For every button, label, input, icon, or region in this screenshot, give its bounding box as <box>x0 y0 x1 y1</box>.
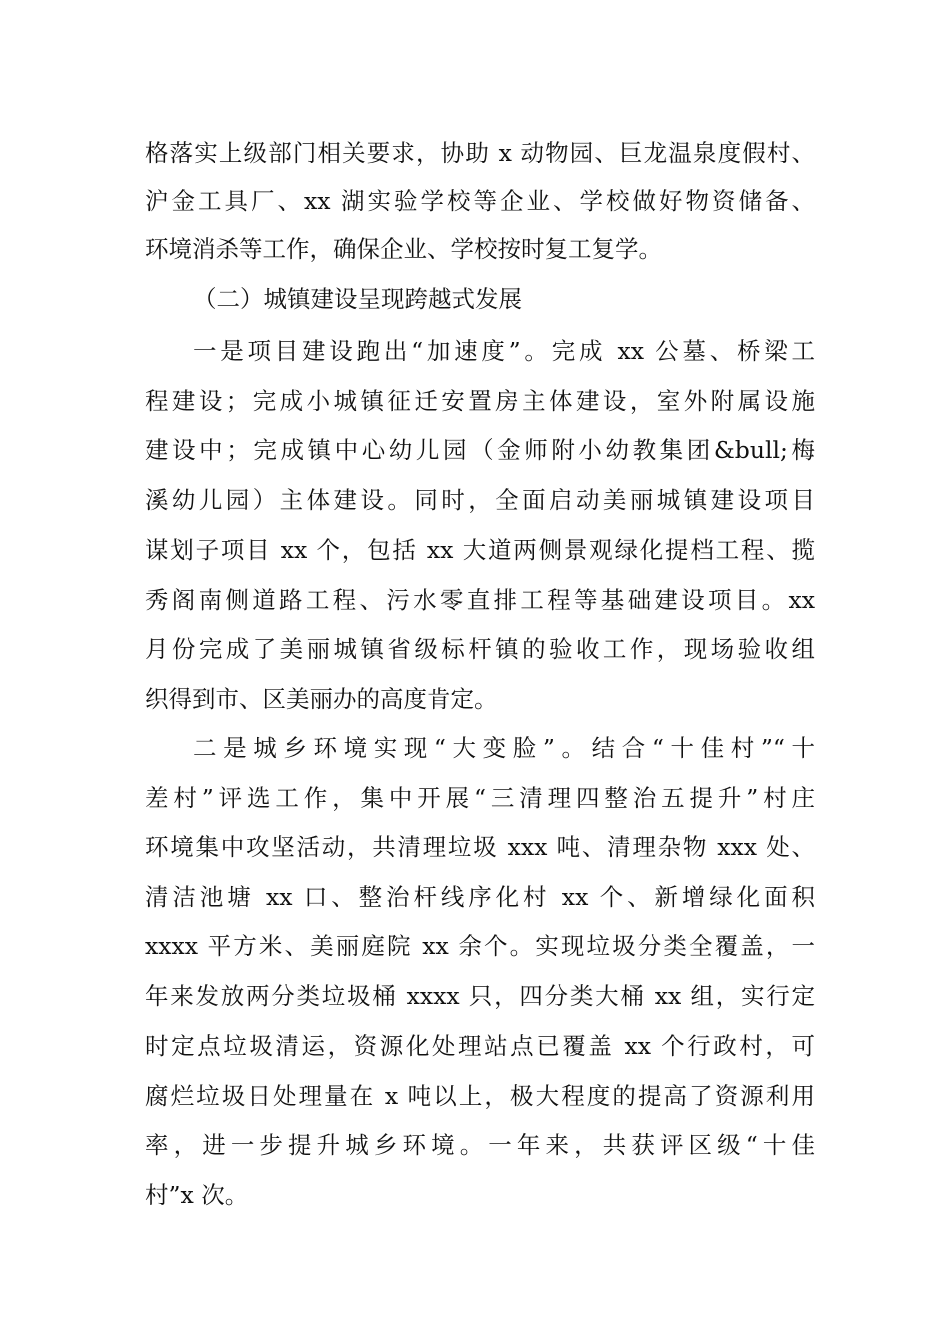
text-line: 时定点垃圾清运，资源化处理站点已覆盖 xx 个行政村，可 <box>145 1032 815 1060</box>
text-line: 环境集中攻坚活动，共清理垃圾 xxx 吨、清理杂物 xxx 处、 <box>145 833 815 861</box>
text-line: 格落实上级部门相关要求，协助 x 动物园、巨龙温泉度假村、 <box>145 139 815 167</box>
text-line: 织得到市、区美丽办的高度肯定。 <box>145 685 498 713</box>
text-line: 腐烂垃圾日处理量在 x 吨以上，极大程度的提高了资源利用 <box>145 1082 815 1110</box>
text-line: xxxx 平方米、美丽庭院 xx 余个。实现垃圾分类全覆盖，一 <box>145 932 815 960</box>
text-line: 沪金工具厂、xx 湖实验学校等企业、学校做好物资储备、 <box>145 187 815 215</box>
paragraph-first-line: 一是项目建设跑出“加速度”。完成 xx 公墓、桥梁工 <box>193 337 815 365</box>
text-line: 率，进一步提升城乡环境。一年来，共获评区级“十佳 <box>145 1131 815 1159</box>
text-line: 建设中；完成镇中心幼儿园（金师附小幼教集团&bull;梅 <box>145 436 815 464</box>
paragraph-first-line: 二是城乡环境实现“大变脸”。结合“十佳村”“十 <box>193 734 815 762</box>
text-line: 差村”评选工作，集中开展“三清理四整治五提升”村庄 <box>145 784 815 812</box>
text-line: 环境消杀等工作，确保企业、学校按时复工复学。 <box>145 235 662 263</box>
text-line: 谋划子项目 xx 个，包括 xx 大道两侧景观绿化提档工程、揽 <box>145 536 815 564</box>
section-heading: （二）城镇建设呈现跨越式发展 <box>193 285 522 313</box>
text-line: 月份完成了美丽城镇省级标杆镇的验收工作，现场验收组 <box>145 635 815 663</box>
text-line: 程建设；完成小城镇征迁安置房主体建设，室外附属设施 <box>145 387 815 415</box>
text-line: 溪幼儿园）主体建设。同时，全面启动美丽城镇建设项目 <box>145 486 815 514</box>
text-line: 清洁池塘 xx 口、整治杆线序化村 xx 个、新增绿化面积 <box>145 883 815 911</box>
text-line: 秀阁南侧道路工程、污水零直排工程等基础建设项目。xx <box>145 586 815 614</box>
text-line: 年来发放两分类垃圾桶 xxxx 只，四分类大桶 xx 组，实行定 <box>145 982 815 1010</box>
text-line: 村”x 次。 <box>145 1181 249 1209</box>
